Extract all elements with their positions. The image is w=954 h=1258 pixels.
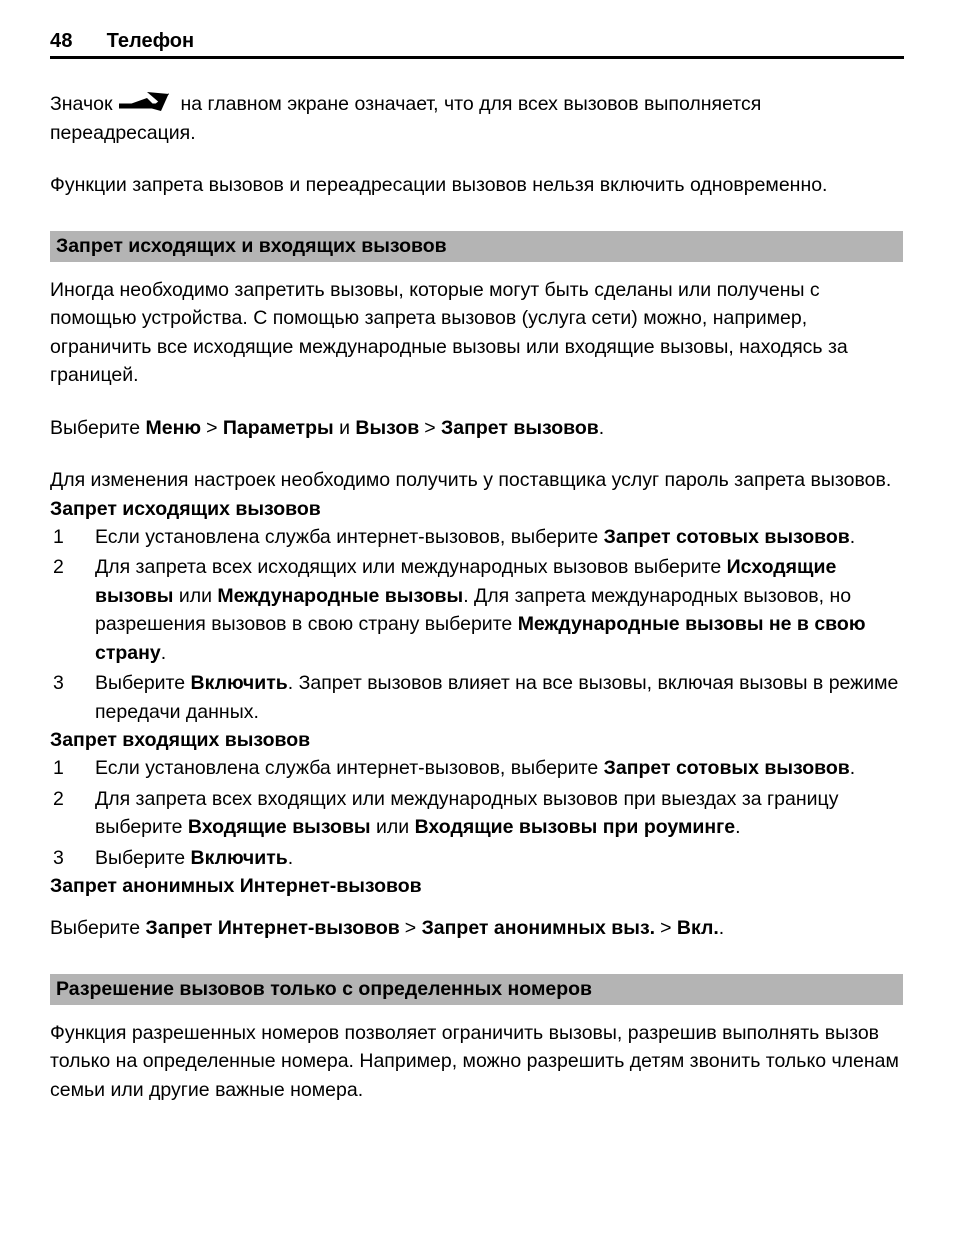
step-bold-term-2: Международные вызовы bbox=[217, 584, 464, 607]
step-text-tail: . bbox=[849, 525, 856, 548]
step-text: Если установлена служба интернет-вызовов, выберите bbox=[95, 757, 599, 779]
chapter-title: Телефон bbox=[106, 30, 195, 52]
menu-path-separator-2: > bbox=[424, 416, 436, 439]
step-number: 3 bbox=[53, 846, 64, 869]
anonymous-menu-path bbox=[50, 914, 904, 943]
step-text-tail: . bbox=[735, 816, 741, 838]
menu-path-lead: Выберите bbox=[50, 917, 141, 939]
step-text-mid: или bbox=[376, 816, 410, 838]
step-bold-term-2: Входящие вызовы при роуминге bbox=[414, 816, 736, 838]
subheading-incoming-barring: Запрет входящих вызовов bbox=[50, 729, 311, 751]
page-number: 48 bbox=[50, 30, 73, 52]
menu-item-anonymous-call-barring: Запрет анонимных выз. bbox=[421, 917, 656, 939]
step-text: Если установлена служба интернет-вызовов, выберите bbox=[95, 525, 599, 548]
menu-path-separator: > bbox=[206, 416, 218, 439]
step-number: 3 bbox=[53, 672, 64, 694]
call-barring-paragraph-2: Для изменения настроек необходимо получить у поставщика услуг пароль запрета вызовов. bbox=[50, 469, 892, 491]
menu-item-menu: Меню bbox=[145, 416, 202, 439]
step-bold-term: Исходящие вызовы bbox=[95, 556, 837, 607]
subheading-anonymous-internet-calls: Запрет анонимных Интернет-вызовов bbox=[50, 875, 422, 897]
step-bold-term-3: Международные вызовы не в свою страну bbox=[95, 613, 866, 664]
list-item bbox=[50, 754, 904, 783]
step-text-tail: . bbox=[160, 641, 167, 664]
menu-path-separator-2: > bbox=[660, 917, 672, 939]
menu-path-period: . bbox=[598, 416, 605, 439]
step-bold-term: Запрет сотовых вызовов bbox=[603, 525, 850, 548]
step-bold-term: Входящие вызовы bbox=[187, 816, 371, 838]
menu-item-call-barring: Запрет вызовов bbox=[441, 416, 599, 439]
list-item bbox=[50, 553, 904, 667]
intro-text-after-icon: на главном экране означает, что для всех вызовов выполняется переадресация. bbox=[50, 93, 762, 144]
step-text-mid: или bbox=[178, 584, 212, 607]
list-item bbox=[50, 669, 904, 726]
step-text-tail: . Запрет вызовов влияет на все вызовы, включая вызовы в режиме передачи данных. bbox=[95, 672, 899, 723]
step-text: Для запрета всех входящих или международных вызовов при выездах за границу выберите bbox=[95, 787, 839, 838]
section-banner-fixed-dialing: Разрешение вызовов только с определенных номеров bbox=[50, 974, 903, 1005]
intro-paragraph-2: Функции запрета вызовов и переадресации вызовов нельзя включить одновременно. bbox=[50, 174, 828, 196]
section-banner-call-barring: Запрет исходящих и входящих вызовов bbox=[50, 231, 903, 262]
list-item bbox=[50, 844, 904, 873]
step-bold-term: Включить bbox=[190, 846, 288, 869]
step-text-mid-2: . Для запрета международных вызовов, но разрешения вызовов в свою страну выберите bbox=[95, 584, 852, 635]
intro-paragraph-icon bbox=[50, 90, 904, 147]
step-text: Выберите bbox=[95, 846, 186, 869]
fixed-dialing-paragraph-1: Функция разрешенных номеров позволяет ограничить вызовы, разрешив выполнять вызов только на определенные номера. Например, можно разрешить детям звонить только членам семьи или другие важные номера. bbox=[50, 1021, 899, 1101]
step-bold-term: Запрет сотовых вызовов bbox=[603, 757, 850, 779]
menu-path-lead: Выберите bbox=[50, 416, 141, 439]
menu-item-on: Вкл. bbox=[676, 917, 719, 939]
menu-path-conjunction: и bbox=[339, 416, 350, 439]
step-number: 1 bbox=[53, 757, 64, 779]
menu-path-period: . bbox=[718, 917, 725, 939]
call-barring-menu-path bbox=[50, 414, 904, 443]
intro-text-before-icon: Значок bbox=[50, 93, 113, 115]
incoming-steps-list bbox=[50, 754, 904, 872]
step-text: Для запрета всех исходящих или международных вызовов выберите bbox=[95, 556, 722, 578]
call-forwarding-arrow-icon bbox=[117, 92, 179, 112]
step-text-tail: . bbox=[287, 846, 294, 869]
list-item bbox=[50, 523, 904, 552]
step-number: 2 bbox=[53, 787, 64, 810]
call-barring-paragraph-1: Иногда необходимо запретить вызовы, которые могут быть сделаны или получены с помощью устройства. С помощью запрета вызовов (услуга сети) можно, например, ограничить все исходящие международные вызовы или входящие вызовы, находясь за границей. bbox=[50, 278, 848, 386]
menu-item-internet-call-barring: Запрет Интернет-вызовов bbox=[145, 917, 400, 939]
step-number: 1 bbox=[53, 525, 64, 548]
step-text: Выберите bbox=[95, 672, 186, 694]
menu-path-separator: > bbox=[404, 917, 417, 939]
step-number: 2 bbox=[53, 556, 64, 578]
menu-item-settings: Параметры bbox=[222, 416, 334, 439]
list-item bbox=[50, 785, 904, 842]
outgoing-steps-list bbox=[50, 523, 904, 727]
menu-item-call: Вызов bbox=[355, 416, 420, 439]
step-bold-term: Включить bbox=[190, 672, 288, 694]
page-header bbox=[50, 0, 904, 59]
step-text-tail: . bbox=[849, 757, 856, 779]
subheading-outgoing-barring: Запрет исходящих вызовов bbox=[50, 497, 321, 520]
